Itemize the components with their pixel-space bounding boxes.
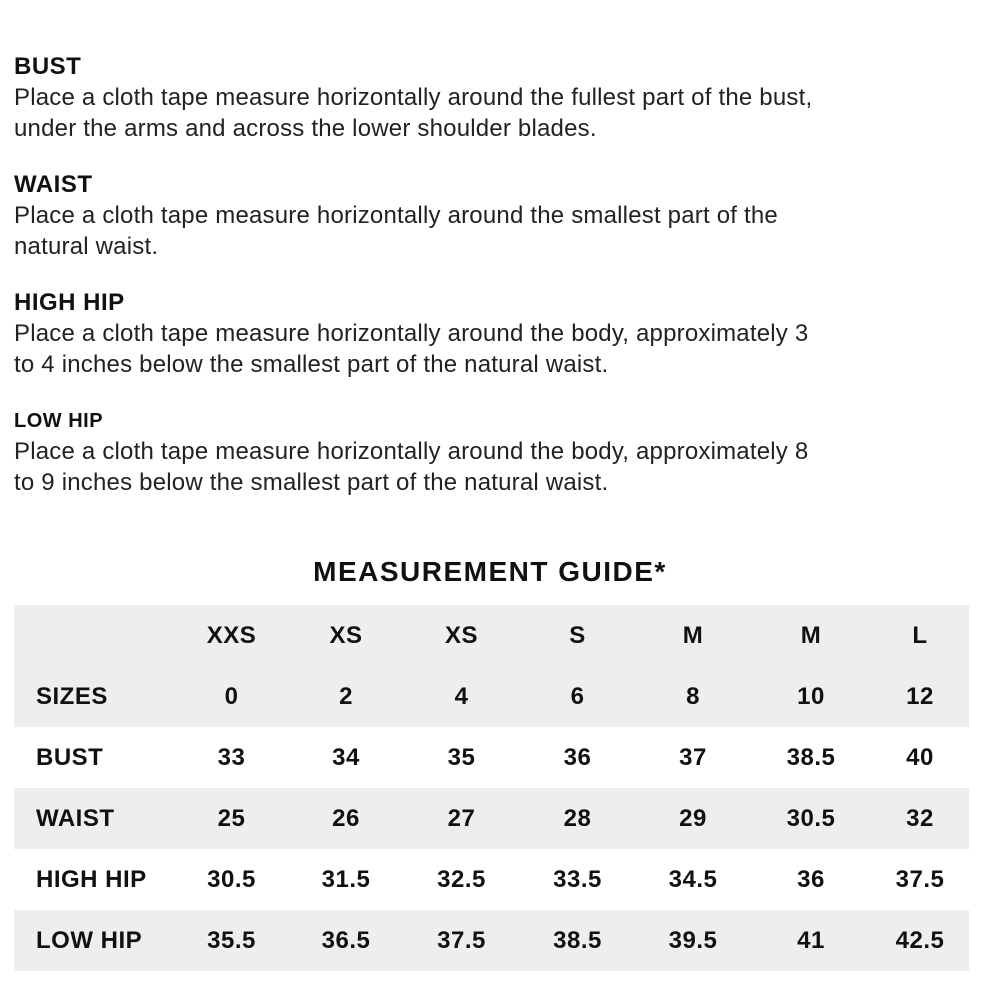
table-header-cell: XXS — [174, 605, 289, 666]
table-cell: 32 — [871, 788, 969, 849]
table-cell: 33 — [217, 743, 246, 771]
table-cell: 29 — [635, 788, 751, 849]
instruction-title: WAIST — [14, 171, 93, 198]
row-label: LOW HIP — [14, 910, 174, 971]
table-cell: 33.5 — [553, 865, 602, 893]
instruction-body — [14, 318, 989, 380]
instruction-title: LOW HIP — [14, 410, 104, 432]
table-cell: 38.5 — [786, 743, 836, 771]
instruction-body — [14, 82, 989, 144]
table-header-cell: XS — [289, 605, 403, 666]
table-cell: 36.5 — [289, 910, 403, 971]
table-header-cell: S — [520, 605, 635, 666]
table-cell: 2 — [289, 666, 403, 727]
instruction-line: Place a cloth tape measure horizontally around the fullest part of the bust, — [14, 84, 813, 111]
table-cell: 6 — [520, 666, 635, 727]
instruction-high-hip — [14, 288, 989, 380]
measurement-instructions — [14, 52, 989, 524]
table-cell: 25 — [174, 788, 289, 849]
table-header-cell: XS — [403, 605, 520, 666]
instruction-title: HIGH HIP — [14, 289, 125, 316]
table-header-cell — [14, 605, 174, 666]
table-cell: 30.5 — [751, 788, 871, 849]
instruction-line: Place a cloth tape measure horizontally around the body, approximately 8 — [14, 438, 809, 465]
table-row — [14, 849, 969, 910]
table-cell: 4 — [403, 666, 520, 727]
instruction-waist — [14, 170, 989, 262]
table-cell: 8 — [635, 666, 751, 727]
instruction-body — [14, 200, 989, 262]
instruction-bust — [14, 52, 989, 144]
table-cell: 35 — [447, 743, 476, 771]
table-cell: 26 — [289, 788, 403, 849]
instruction-low-hip — [14, 406, 989, 498]
table-cell: 32.5 — [437, 865, 486, 893]
table-header-cell: M — [635, 605, 751, 666]
table-row — [14, 666, 969, 727]
table-cell: 27 — [403, 788, 520, 849]
instruction-title: BUST — [14, 53, 82, 80]
table-cell: 35.5 — [174, 910, 289, 971]
table-cell: 36 — [563, 743, 592, 771]
table-cell: 0 — [174, 666, 289, 727]
table-cell: 41 — [751, 910, 871, 971]
instruction-line: natural waist. — [14, 233, 159, 260]
table-header-row — [14, 605, 969, 666]
instruction-line: Place a cloth tape measure horizontally around the body, approximately 3 — [14, 320, 809, 347]
table-cell: 34 — [332, 743, 360, 771]
table-header-cell: M — [751, 605, 871, 666]
table-cell: 40 — [906, 743, 934, 771]
instruction-line: to 9 inches below the smallest part of the natural waist. — [14, 469, 609, 496]
table-cell: 37.5 — [895, 865, 945, 893]
table-cell: 10 — [751, 666, 871, 727]
table-cell: 31.5 — [321, 865, 371, 893]
table-cell: 37 — [679, 743, 707, 771]
table-cell: 28 — [520, 788, 635, 849]
table-cell: 30.5 — [207, 865, 256, 893]
measurement-guide-title: MEASUREMENT GUIDE* — [313, 556, 667, 587]
table-row — [14, 727, 969, 788]
instruction-body — [14, 436, 989, 498]
instruction-line: to 4 inches below the smallest part of the natural waist. — [14, 351, 609, 378]
table-row — [14, 788, 969, 849]
row-label: HIGH HIP — [36, 865, 147, 893]
row-label: BUST — [36, 743, 104, 771]
table-cell: 34.5 — [668, 865, 718, 893]
instruction-line: under the arms and across the lower shoulder blades. — [14, 115, 597, 142]
table-cell: 12 — [871, 666, 969, 727]
table-cell: 39.5 — [635, 910, 751, 971]
table-row — [14, 910, 969, 971]
instruction-line: Place a cloth tape measure horizontally around the smallest part of the — [14, 202, 778, 229]
measurement-guide-table — [14, 605, 969, 971]
row-label: SIZES — [14, 666, 174, 727]
table-cell: 38.5 — [520, 910, 635, 971]
row-label: WAIST — [14, 788, 174, 849]
table-cell: 42.5 — [871, 910, 969, 971]
table-cell: 36 — [797, 865, 825, 893]
table-header-cell: L — [871, 605, 969, 666]
table-cell: 37.5 — [403, 910, 520, 971]
